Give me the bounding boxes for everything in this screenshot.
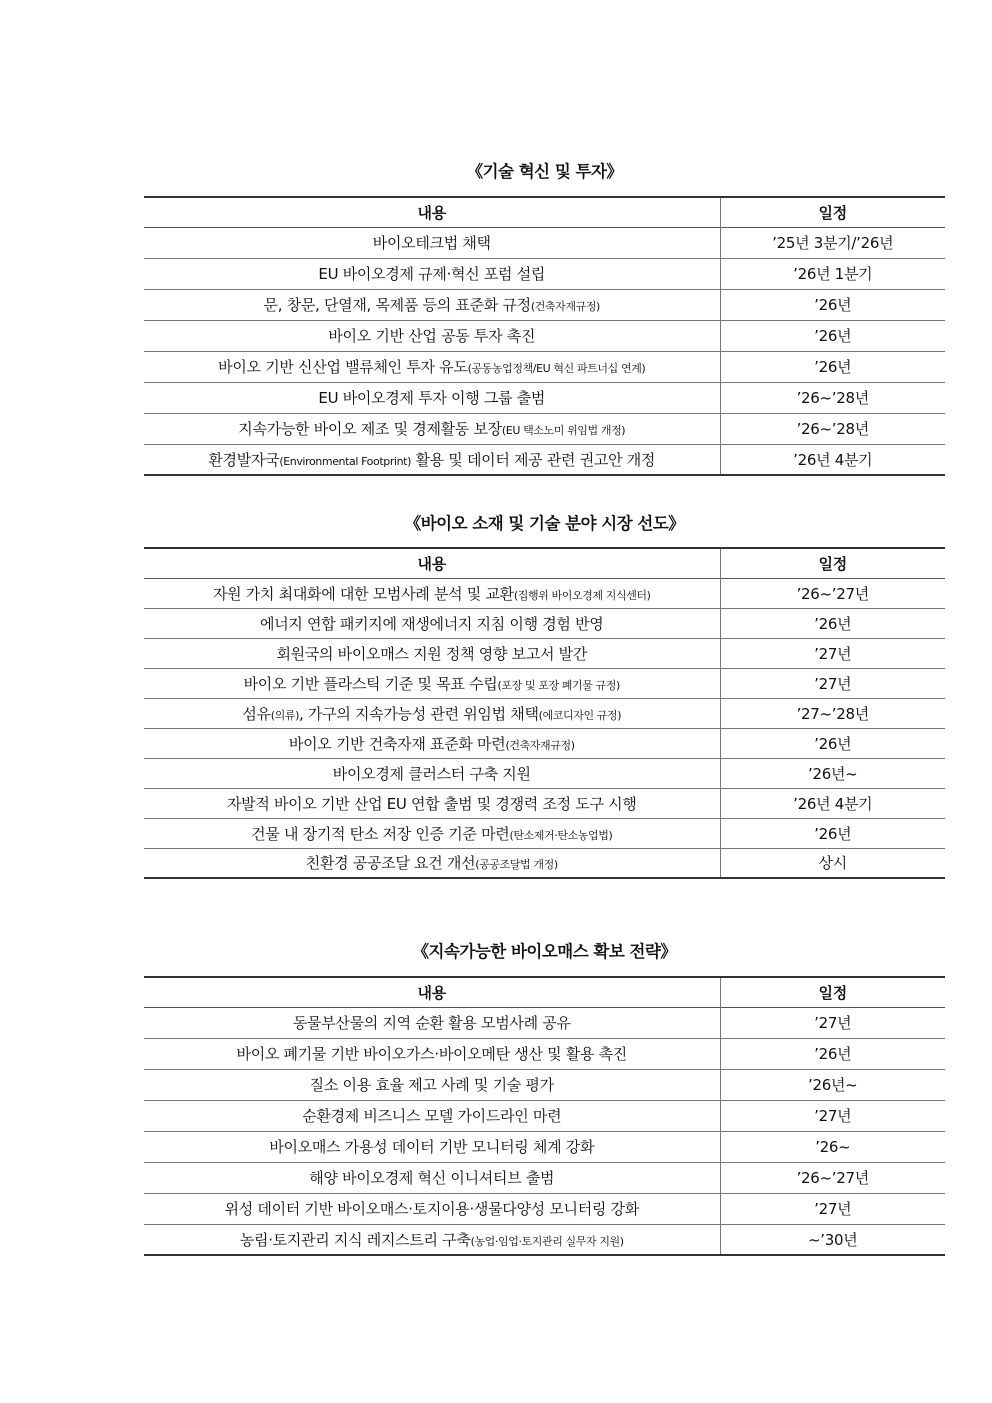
- content-cell: [144, 818, 720, 848]
- schedule-cell: 상시: [818, 854, 847, 873]
- content-cell: [144, 1100, 720, 1131]
- table-header-row: [144, 548, 945, 578]
- content-text: 활용 및 데이터 제공 관련 권고안 개정: [410, 450, 656, 469]
- content-cell: [144, 728, 720, 758]
- table-row: [144, 444, 945, 475]
- table-row: [144, 1038, 945, 1069]
- table-row: [144, 382, 945, 413]
- table-row: [144, 1131, 945, 1162]
- schedule-cell: ’26년~: [808, 1076, 858, 1094]
- content-cell: [144, 413, 720, 444]
- content-note: (EU 택소노미 위임법 개정): [501, 424, 626, 437]
- content-text: 지속가능한 바이오 제조 및 경제활동 보장: [238, 420, 502, 438]
- content-text: 순환경제 비즈니스 모델 가이드라인 마련: [302, 1107, 562, 1125]
- content-text: 농림·토지관리 지식 레지스트리 구축: [239, 1230, 471, 1249]
- content-note: (Environmental Footprint): [279, 454, 411, 468]
- content-cell: [144, 227, 720, 258]
- content-text: 바이오 기반 신산업 밸류체인 투자 유도: [218, 358, 468, 376]
- schedule-cell: ’26~’28년: [796, 389, 869, 407]
- schedule-cell: ’26년: [814, 327, 852, 345]
- content-text: EU 바이오경제 규제·혁신 포럼 설립: [318, 265, 546, 283]
- content-note: (건축자재규정): [505, 738, 575, 752]
- content-text: 위성 데이터 기반 바이오매스·토지이용·생물다양성 모니터링 강화: [224, 1200, 639, 1218]
- schedule-table: [144, 196, 945, 476]
- schedule-cell: ’26년: [814, 358, 852, 376]
- table-row: [144, 289, 945, 320]
- content-cell: [144, 444, 720, 475]
- table-row: [144, 698, 945, 728]
- table-row: [144, 1193, 945, 1224]
- content-cell: [144, 258, 720, 289]
- table-row: [144, 227, 945, 258]
- content-note: (집행위 바이오경제 지식센터): [513, 588, 651, 602]
- schedule-cell: ’26~’27년: [796, 584, 869, 603]
- header-content: 내용: [144, 548, 720, 578]
- schedule-cell: ’26~: [815, 1137, 851, 1156]
- content-cell: [144, 848, 720, 878]
- content-note: (농업·임업·토지관리 실무자 지원): [470, 1234, 624, 1248]
- table-row: [144, 728, 945, 758]
- table-row: [144, 413, 945, 444]
- content-cell: [144, 1193, 720, 1224]
- content-cell: [144, 608, 720, 638]
- table-row: [144, 351, 945, 382]
- section-tech-innovation: [144, 160, 945, 476]
- content-text: 바이오경제 클러스터 구축 지원: [332, 764, 531, 783]
- content-cell: [144, 1038, 720, 1069]
- schedule-cell: ’26년: [814, 614, 852, 633]
- content-cell: [144, 1131, 720, 1162]
- content-text: 바이오 기반 건축자재 표준화 마련: [288, 734, 506, 753]
- content-cell: [144, 1007, 720, 1038]
- schedule-cell: ’27~’28년: [796, 704, 869, 723]
- content-cell: [144, 1224, 720, 1255]
- content-text: 바이오 폐기물 기반 바이오가스·바이오메탄 생산 및 활용 촉진: [236, 1045, 627, 1063]
- table-row: [144, 608, 945, 638]
- content-text: 섬유: [242, 704, 271, 723]
- content-cell: [144, 1162, 720, 1193]
- content-text: 건물 내 장기적 탄소 저장 인증 기준 마련: [251, 824, 510, 843]
- content-cell: [144, 289, 720, 320]
- schedule-table: [144, 976, 945, 1256]
- table-row: [144, 1162, 945, 1193]
- schedule-cell: ’27년: [814, 644, 852, 663]
- content-cell: [144, 320, 720, 351]
- content-text: 에너지 연합 패키지에 재생에너지 지침 이행 경험 반영: [260, 614, 604, 633]
- schedule-cell: ’26년 1분기: [793, 265, 873, 283]
- table-row: [144, 848, 945, 878]
- header-schedule: 일정: [818, 203, 847, 222]
- table-row: [144, 818, 945, 848]
- content-text: 자발적 바이오 기반 산업 EU 연합 출범 및 경쟁력 조정 도구 시행: [226, 794, 637, 813]
- content-text: 친환경 공공조달 요건 개선: [305, 854, 476, 873]
- schedule-cell: ’27년: [814, 674, 852, 693]
- content-note: (공공조달법 개정): [475, 858, 558, 872]
- header-content: 내용: [144, 197, 720, 227]
- table-row: [144, 320, 945, 351]
- schedule-cell: ’27년: [814, 1014, 852, 1032]
- section-title: 《바이오 소재 및 기술 분야 시장 선도》: [404, 514, 685, 533]
- schedule-cell: ’26년~: [808, 764, 858, 783]
- header-schedule: 일정: [818, 983, 847, 1002]
- table-row: [144, 1007, 945, 1038]
- schedule-cell: ’26년 4분기: [793, 794, 873, 813]
- table-header-row: [144, 197, 945, 227]
- content-cell: [144, 758, 720, 788]
- content-cell: [144, 698, 720, 728]
- content-text: 환경발자국: [208, 450, 280, 469]
- content-text: 바이오매스 가용성 데이터 기반 모니터링 체계 강화: [269, 1138, 595, 1156]
- content-text: 바이오 기반 플라스틱 기준 및 목표 수립: [243, 674, 498, 693]
- schedule-cell: ’26년 4분기: [793, 450, 873, 469]
- schedule-cell: ’27년: [814, 1107, 852, 1125]
- section-title: 《지속가능한 바이오매스 확보 전략》: [412, 942, 677, 961]
- header-content: 내용: [144, 977, 720, 1007]
- table-row: [144, 638, 945, 668]
- content-note: (공동농업정책/EU 혁신 파트너십 연계): [467, 362, 646, 375]
- table-row: [144, 1224, 945, 1255]
- content-note: (탄소제거·탄소농업법): [509, 828, 613, 842]
- table-row: [144, 578, 945, 608]
- content-text: 자원 가치 최대화에 대한 모범사례 분석 및 교환: [212, 584, 514, 603]
- content-cell: [144, 351, 720, 382]
- content-note: (의류): [270, 708, 299, 722]
- schedule-cell: ’26년: [814, 824, 852, 843]
- content-note: (건축자재규정): [530, 300, 600, 313]
- schedule-cell: ’26~’28년: [796, 420, 869, 438]
- table-row: [144, 788, 945, 818]
- content-cell: [144, 788, 720, 818]
- content-cell: [144, 668, 720, 698]
- table-row: [144, 668, 945, 698]
- content-text: 바이오테크법 채택: [372, 234, 491, 252]
- table-row: [144, 258, 945, 289]
- content-text: 문, 창문, 단열재, 목제품 등의 표준화 규정: [263, 296, 531, 314]
- content-note: (포장 및 포장 폐기물 규정): [497, 678, 620, 692]
- content-text: 동물부산물의 지역 순환 활용 모범사례 공유: [292, 1014, 571, 1032]
- content-text: EU 바이오경제 투자 이행 그룹 출범: [318, 389, 546, 407]
- schedule-cell: ’26년: [814, 1045, 852, 1063]
- schedule-cell: ’26년: [814, 296, 852, 314]
- table-row: [144, 758, 945, 788]
- content-cell: [144, 1069, 720, 1100]
- content-text: 해양 바이오경제 혁신 이니셔티브 출범: [309, 1169, 555, 1187]
- content-cell: [144, 638, 720, 668]
- section-title: 《기술 혁신 및 투자》: [466, 162, 623, 181]
- schedule-cell: ~’30년: [808, 1230, 858, 1249]
- section-biomass-strategy: [144, 940, 945, 1256]
- content-text: , 가구의 지속가능성 관련 위임법 채택: [299, 704, 539, 723]
- table-header-row: [144, 977, 945, 1007]
- section-bio-materials: [144, 512, 945, 879]
- content-cell: [144, 382, 720, 413]
- schedule-cell: ’27년: [814, 1200, 852, 1218]
- schedule-cell: ’26년: [814, 734, 852, 753]
- table-row: [144, 1069, 945, 1100]
- header-schedule: 일정: [818, 554, 847, 573]
- schedule-table: [144, 547, 945, 879]
- table-row: [144, 1100, 945, 1131]
- content-text: 회원국의 바이오매스 지원 정책 영향 보고서 발간: [276, 644, 588, 663]
- schedule-cell: ’26~’27년: [796, 1169, 869, 1187]
- content-note: (에코디자인 규정): [538, 708, 622, 722]
- schedule-cell: ’25년 3분기/’26년: [772, 234, 894, 252]
- content-text: 질소 이용 효율 제고 사례 및 기술 평가: [309, 1076, 554, 1094]
- content-text: 바이오 기반 산업 공동 투자 촉진: [328, 327, 536, 345]
- content-cell: [144, 578, 720, 608]
